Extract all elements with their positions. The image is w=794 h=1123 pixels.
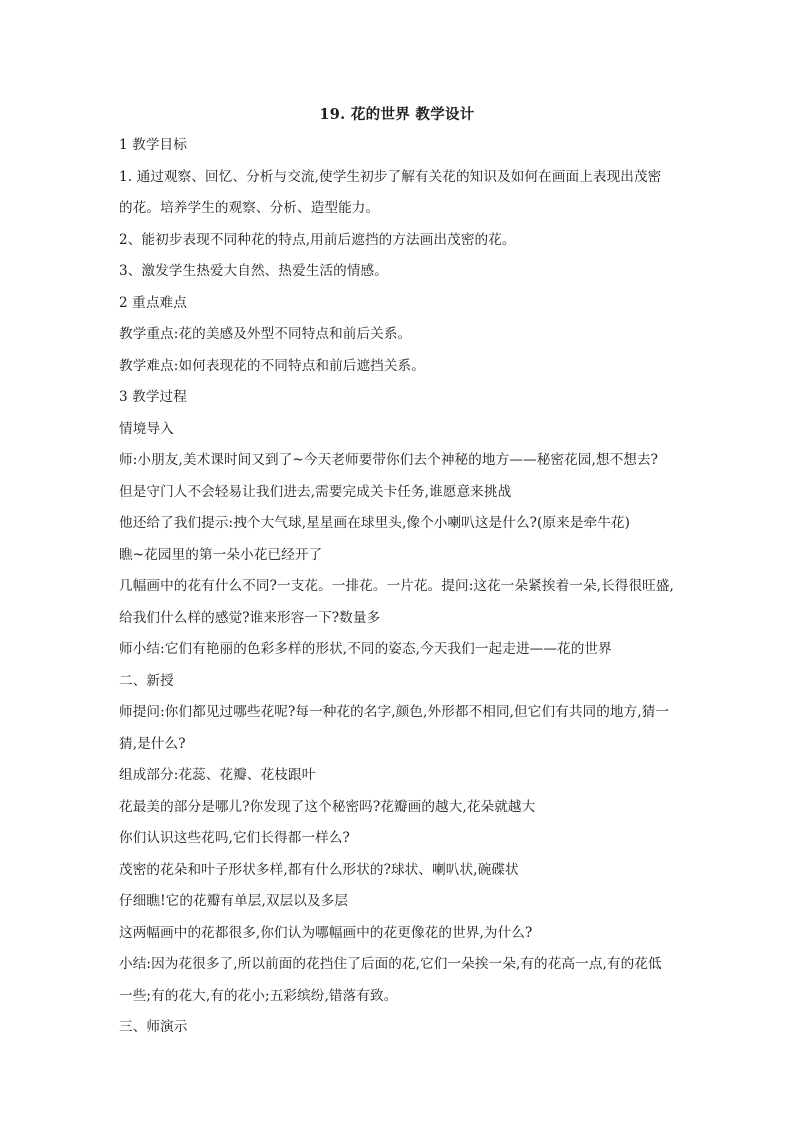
paragraph-line: 这两幅画中的花都很多,你们认为哪幅画中的花更像花的世界,为什么?: [119, 924, 533, 941]
paragraph-line: 花最美的部分是哪儿?你发现了这个秘密吗?花瓣画的越大,花朵就越大: [119, 798, 536, 815]
paragraph-line: 小结:因为花很多了,所以前面的花挡住了后面的花,它们一朵挨一朵,有的花高一点,有的花低: [119, 956, 662, 972]
paragraph-line: 几幅画中的花有什么不同?一支花。一排花。一片花。提问:这花一朵紧挨着一朵,长得很旺盛,: [119, 578, 674, 594]
section-heading-objectives: 1 教学目标: [119, 137, 187, 153]
paragraph-line: 瞧~花园里的第一朵小花已经开了: [119, 546, 323, 563]
paragraph-line: 仔细瞧!它的花瓣有单层,双层以及多层: [119, 893, 349, 909]
paragraph-line: 但是守门人不会轻易让我们进去,需要完成关卡任务,谁愿意来挑战: [119, 483, 512, 500]
section-heading-process: 3 教学过程: [119, 389, 187, 405]
section-heading-demo: 三、师演示: [119, 1019, 188, 1035]
paragraph-line: 师:小朋友,美术课时间又到了~今天老师要带你们去个神秘的地方——秘密花园,想不想去?: [119, 452, 659, 468]
paragraph-line: 2、能初步表现不同种花的特点,用前后遮挡的方法画出茂密的花。: [119, 231, 516, 248]
paragraph-line: 猜,是什么?: [119, 735, 186, 752]
paragraph-line: 师提问:你们都见过哪些花呢?每一种花的名字,颜色,外形都不相同,但它们有共同的地方,猜一: [119, 704, 670, 720]
paragraph-line: 他还给了我们提示:拽个大气球,星星画在球里头,像个小喇叭这是什么?(原来是牵牛花): [119, 515, 630, 531]
paragraph-line: 情境导入: [119, 420, 174, 437]
paragraph-line: 组成部分:花蕊、花瓣、花枝跟叶: [119, 767, 316, 783]
paragraph-line: 1. 通过观察、回忆、分析与交流,使学生初步了解有关花的知识及如何在画面上表现出茂密: [119, 168, 662, 185]
paragraph-line: 3、激发学生热爱大自然、热爱生活的情感。: [119, 263, 388, 279]
paragraph-line: 的花。培养学生的观察、分析、造型能力。: [119, 200, 380, 216]
paragraph-line: 教学重点:花的美感及外型不同特点和前后关系。: [119, 326, 412, 342]
paragraph-line: 茂密的花朵和叶子形状多样,都有什么形状的?球状、喇叭状,碗碟状: [119, 861, 519, 878]
paragraph-line: 教学难点:如何表现花的不同特点和前后遮挡关系。: [119, 357, 425, 374]
paragraph-line: 你们认识这些花吗,它们长得都一样么?: [119, 830, 350, 846]
paragraph-line: 给我们什么样的感觉?谁来形容一下?数量多: [119, 609, 381, 626]
document-body: [119, 130, 679, 1044]
paragraph-line: 一些;有的花大,有的花小;五彩缤纷,错落有致。: [119, 987, 398, 1004]
paragraph-line: 师小结:它们有艳丽的色彩多样的形状,不同的姿态,今天我们一起走进——花的世界: [119, 641, 612, 657]
document-title: 19. 花的世界 教学设计: [319, 106, 475, 123]
section-heading-key-points: 2 重点难点: [119, 294, 187, 311]
section-heading-new-lesson: 二、新授: [119, 672, 174, 689]
